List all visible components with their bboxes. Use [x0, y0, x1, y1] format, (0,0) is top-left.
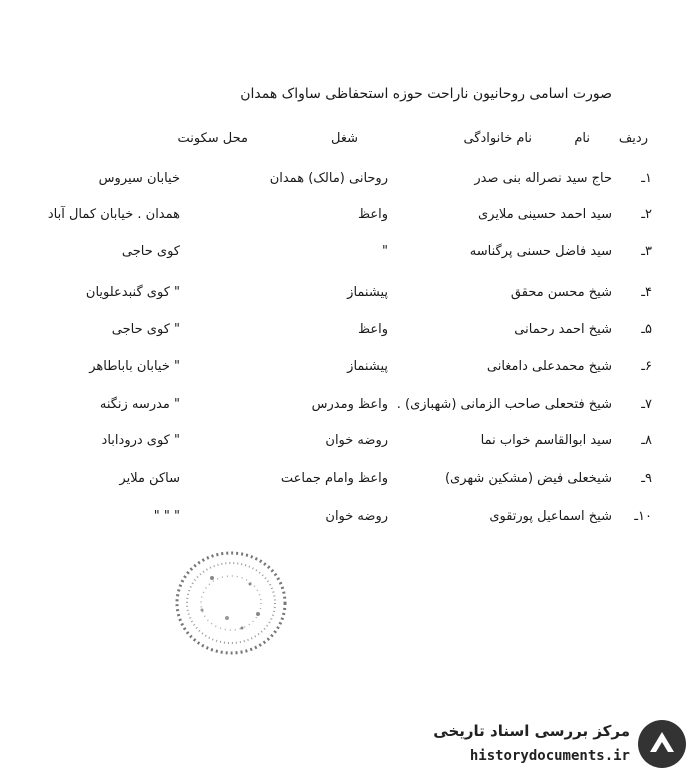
header-famil: نام خانوادگی [463, 131, 532, 146]
row-residence: " کوی گنبدعلویان [85, 285, 180, 300]
row-occupation: روحانی (مالک) همدان [269, 171, 388, 186]
row-name: شیخ محمدعلی دامغانی [486, 359, 612, 374]
archive-logo-icon [636, 718, 688, 770]
row-occupation: روضه خوان [325, 433, 388, 448]
table-row [0, 397, 700, 417]
row-number: ۱۰ـ [634, 509, 652, 524]
row-residence: کوی حاجی [121, 244, 180, 259]
table-row [0, 207, 700, 227]
row-residence: " مدرسه زنگنه [99, 397, 180, 412]
row-residence: همدان . خیابان کمال آباد [47, 207, 180, 222]
watermark-name: مرکز بررسی اسناد تاریخی [433, 722, 630, 740]
row-occupation: پیشنماز [347, 359, 388, 374]
row-occupation: واعظ ومدرس [311, 397, 388, 412]
row-number: ۲ـ [641, 207, 652, 222]
row-name: حاج سید نصراله بنی صدر [474, 171, 612, 186]
row-name: شیخ احمد رحمانی [514, 322, 612, 337]
row-number: ۹ـ [641, 471, 652, 486]
row-name: سید احمد حسینی ملایری [477, 207, 612, 222]
header-nam: نام [574, 131, 590, 146]
row-occupation: پیشنماز [347, 285, 388, 300]
row-number: ۶ـ [641, 359, 652, 374]
row-residence: " خیابان باباطاهر [89, 359, 180, 374]
table-row [0, 171, 700, 191]
table-row [0, 322, 700, 342]
row-name: شیخ محسن محقق [510, 285, 612, 300]
row-number: ۴ـ [641, 285, 652, 300]
row-number: ۵ـ [641, 322, 652, 337]
row-residence: " کوی حاجی [111, 322, 180, 337]
row-name: سید فاضل حسنی پرگناسه [469, 244, 612, 259]
header-radif: ردیف [618, 131, 648, 146]
header-shoghl: شغل [330, 131, 358, 146]
row-name: سید ابوالقاسم خواب نما [480, 433, 612, 448]
table-row [0, 471, 700, 491]
row-number: ۷ـ [641, 397, 652, 412]
table-row [0, 509, 700, 529]
row-occupation: روضه خوان [325, 509, 388, 524]
watermark-url: historydocuments.ir [469, 748, 630, 764]
row-occupation: واعظ وامام جماعت [280, 471, 388, 486]
official-seal-stamp [172, 548, 290, 658]
table-row [0, 359, 700, 379]
row-name: شیخ فتحعلی صاحب الزمانی (شهبازی) . [396, 397, 612, 412]
row-number: ۱ـ [641, 171, 652, 186]
header-maskan: محل سکونت [177, 131, 248, 146]
row-occupation: واعظ [358, 207, 388, 222]
row-occupation: واعظ [358, 322, 388, 337]
row-residence: " " " [153, 509, 180, 524]
row-residence: " کوی دروداباد [101, 433, 180, 448]
row-number: ۸ـ [641, 433, 652, 448]
table-row [0, 244, 700, 264]
row-occupation: " [382, 244, 388, 259]
row-name: شیخعلی فیض (مشکین شهری) [444, 471, 612, 486]
row-residence: ساکن ملایر [119, 471, 180, 486]
document-title: صورت اسامی روحانیون ناراحت حوزه استحفاظی ساواک همدان [240, 86, 612, 102]
row-residence: خیابان سیروس [98, 171, 180, 186]
row-name: شیخ اسماعیل پورتقوی [489, 509, 612, 524]
table-row [0, 433, 700, 453]
table-row [0, 285, 700, 305]
row-number: ۳ـ [641, 244, 652, 259]
